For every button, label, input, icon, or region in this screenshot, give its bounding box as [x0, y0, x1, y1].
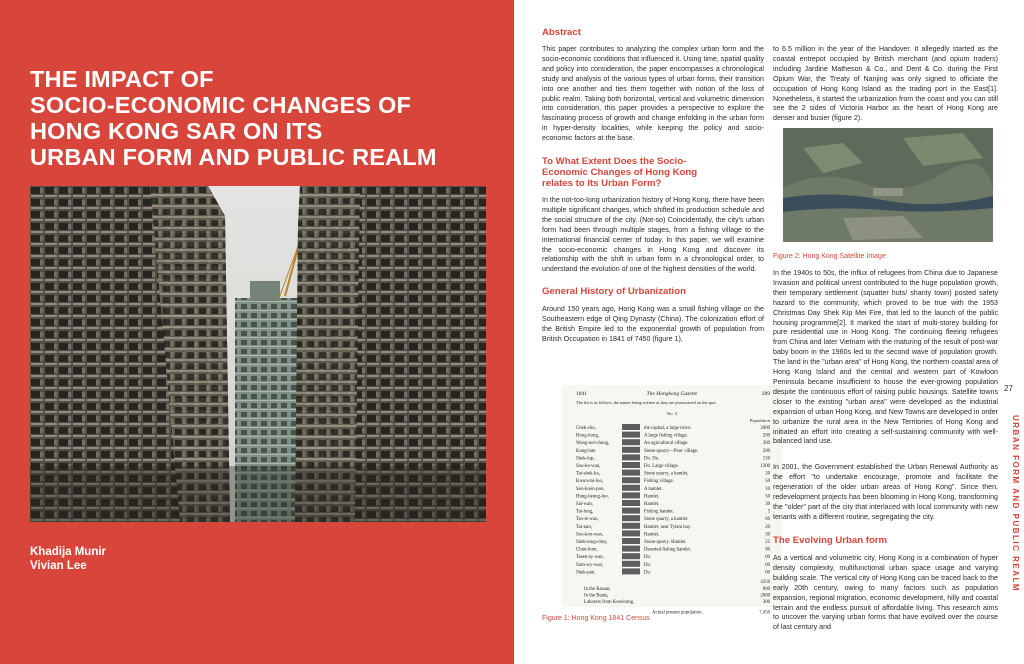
refugee-history-text: In the 1940s to 50s, the influx of refugees from China due to Japanese Invasion and political unrest contributed to the huge population growth, their temporary settlement (squatter huts/ shanty town) posted safety hazard to the community, which proved to be true with the 1953 Christmas Day Shek Kip Mei Fire, that led to the launch of the public housing programme[2]. It marked the start of multi-storey building for pure residential use in Hong Kong. The continuing fleeing refugees from China and later Vietnam with the maturing of the result of post-war baby boom in the 1960s led to the second wave of population growth. The land in the "urban area" of Hong Kong, the northern coastal area of Hong Kong Island and the central and western part of Kowloon Peninsula became insufficient to house the ever-growing population despite the continuous effort of raising public housings. Satellite towns closer to the existing "urban area" were developed as the industrial expansion of urban Hong Kong, and New Towns are developed in order to urbanize the rural area in the New Territories of Hong Kong and initiated an effort into creating a self-sustaining community with well-balanced land use. [773, 269, 998, 446]
census-row-population: 20 [765, 524, 770, 530]
title-line: SOCIO-ECONOMIC CHANGES OF [30, 92, 412, 118]
census-row-description: A large fishing village. [644, 433, 688, 439]
general-history-text: Around 150 years ago, Hong Kong was a small fishing village on the Southeastern edge of Qing Dynasty (China). The colonization effort of the British Empire led to the exponential growth of population from British Occupation in 1841 of 7450 (figure 1), [542, 305, 764, 343]
census-intro: The list is as follows, the names being written as they are pronounced on the spot. [576, 400, 717, 405]
chinese-characters-mark [622, 470, 640, 476]
figure-2-caption: Figure 2: Hong Kong Satellite Image [773, 253, 886, 260]
building-illustration [30, 186, 486, 522]
article-page [514, 0, 1024, 664]
census-row-name: Hong-kong, [576, 433, 600, 439]
chinese-characters-mark [622, 538, 640, 544]
census-row-description: Hamlet. [644, 494, 660, 500]
census-row-description: Hamlet, near Tytam bay. [644, 524, 692, 530]
chinese-characters-mark [622, 454, 640, 460]
census-row-description: Do. [644, 555, 652, 561]
census-row-population: 25 [765, 540, 770, 545]
census-row-name: Sum-wy-wan, [576, 562, 604, 568]
census-extra-name: In the Boats, [584, 593, 609, 599]
census-row-description: Fishing village. [644, 479, 674, 485]
census-row-name: Soo-ke-wan, [576, 464, 601, 469]
census-row-name: Tai-shek-ha, [576, 471, 600, 477]
title-line: THE IMPACT OF [30, 66, 214, 92]
census-row-description: A hamlet. [644, 486, 663, 492]
census-figure [562, 385, 782, 616]
satellite-map-graphic [783, 128, 993, 242]
census-row-population: 200 [762, 448, 770, 454]
census-row-description: Do. [644, 562, 652, 568]
cover-photo-apartment-blocks [30, 186, 486, 522]
census-row-name: Chun-hum, [576, 547, 598, 553]
census-row-description: Stone-quarry—Poor village. [644, 448, 699, 454]
census-row-description: Fishing hamlet. [644, 509, 674, 515]
census-row-population: 00 [765, 547, 770, 553]
census-extra-name: Laborers from Kowloong, [584, 600, 635, 605]
title-line: URBAN FORM AND PUBLIC REALM [30, 144, 437, 170]
chinese-characters-mark [622, 462, 640, 468]
chinese-characters-mark [622, 432, 640, 438]
census-row-description: Do. Large village. [644, 464, 679, 469]
census-page-number: 289 [761, 391, 770, 397]
census-row-population: 30 [765, 502, 770, 507]
chinese-characters-mark [622, 561, 640, 567]
chinese-characters-mark [622, 485, 640, 491]
census-extra-name: In the Bazaar, [584, 587, 611, 592]
satellite-image [783, 128, 993, 242]
census-row-population: 150 [762, 456, 770, 462]
census-row-name: Shek-lup, [576, 456, 595, 462]
census-row-name: Hung-heung-loo, [576, 494, 609, 500]
census-population-header: Population [749, 418, 770, 423]
census-row-population: 200 [762, 433, 770, 439]
chinese-characters-mark [622, 424, 640, 430]
general-history-heading: General History of Urbanization [542, 286, 686, 297]
census-row-description: Hamlet. [644, 532, 660, 538]
chinese-characters-mark [622, 508, 640, 514]
census-row-name: Shek-tong-chuy, [576, 540, 608, 545]
census-page-year: 1841 [576, 391, 587, 397]
chinese-characters-mark [622, 439, 640, 445]
extent-text: In the not-too-long urbanization history of Hong Kong, there have been multiple significant changes, which shifted its production schedule and the social structure of the city. (Not-so) Coincidentally, the city's urban form had been through multiple stages, from a fishing village to the international financial center of today. In this paper, we will examine the socio-economic changes in Hong Kong and discover its relationship with the shift in urban form in a chronological order, to understand the evolution of one of the highest densities of the world. [542, 196, 764, 274]
census-row-description: Do. [644, 570, 652, 576]
census-row-name: Tai-long, [576, 509, 594, 515]
census-row-description: Stone quarry, a hamlet, [644, 471, 689, 477]
census-row-name: Shek-pae, [576, 570, 596, 576]
census-row-description: Stone-quarry. Hamlet. [644, 540, 687, 545]
census-row-name: Wong-nei-chung, [576, 441, 610, 447]
chinese-characters-mark [622, 477, 640, 483]
chinese-characters-mark [622, 553, 640, 559]
chinese-characters-mark [622, 546, 640, 552]
chinese-characters-mark [622, 568, 640, 574]
figure-1-caption: Figure 1: Hong Kong 1841 Census [542, 615, 650, 622]
census-row-name: Soo-koon-poo, [576, 486, 605, 492]
census-row-description: An agricultural village. [644, 441, 689, 447]
title-line: HONG KONG SAR ON ITS [30, 118, 323, 144]
census-row-name: Sai-wan, [576, 502, 593, 507]
census-total-label: Actual present population. [652, 610, 703, 616]
census-row-description: Do. Do. [644, 456, 660, 462]
extent-heading: To What Extent Does the Socio-Economic Changes of Hong Kong relates to Its Urban Form? [542, 156, 698, 189]
census-row-description: Hamlet. [644, 502, 660, 507]
author-name: Vivian Lee [30, 560, 87, 572]
census-row-population: 10 [765, 486, 770, 492]
census-journal-title: The Hongkong Gazette [646, 391, 698, 397]
continued-text: to 6.5 million in the year of the Handover. It allegedly started as the coastal entrepot occupied by British merchant (and opium traders) including Jardine Matheson & Co., and Dent & Co. during the First Opium War, the Treaty of Nanjing was only signed to officiate the occupation of Hong Kong Island as the trading port in the East[1]. Nonetheless, it started the urbanization from the coast and you can still see the 2 sides of Victoria Harbor as the heart of Hong Kong are denser and busier (figure 2). [773, 45, 998, 123]
census-row-description: the capital, a large town. [644, 426, 692, 431]
census-row-description: Deserted fishing hamlet. [644, 547, 692, 553]
census-row-population: 50 [765, 479, 770, 485]
census-row-name: Soo-koo-wan, [576, 532, 604, 538]
census-row-population: 300 [762, 441, 770, 447]
census-row-name: Tai-tam, [576, 524, 593, 530]
chinese-characters-mark [622, 523, 640, 529]
running-section-title: URBAN FORM AND PUBLIC REALM [1011, 415, 1020, 593]
census-row-name: Tso-te-wan, [576, 517, 599, 523]
authors [30, 545, 106, 573]
evolving-text: As a vertical and volumetric city, Hong Kong is a combination of hyper density complexity, multifunctional urban space usage and varying building scale. The vertical city of Hong Kong can be traced back to the early 20th century, owing to many factors such as population expansion, regional migration, economic development, hilly and coastal terrain and the endless pursuit of affordable living. This research aims to uncover the varying urban forms that have evolved over the course of last century and [773, 554, 998, 632]
census-row-population: 5 [767, 509, 770, 515]
author-name: Khadija Munir [30, 546, 107, 558]
census-row-population: 60 [765, 517, 770, 523]
census-row-population: 30 [765, 532, 770, 538]
chinese-characters-mark [622, 515, 640, 521]
census-row-description: Stone quarry, a hamlet. [644, 517, 689, 523]
census-extra-population: 800 [762, 587, 770, 592]
abstract-heading: Abstract [542, 27, 581, 38]
census-table [562, 385, 782, 616]
article-title [30, 66, 500, 170]
page-number: 27 [1004, 384, 1013, 393]
chinese-characters-mark [622, 530, 640, 536]
census-extra-population: 2000 [760, 593, 770, 599]
census-row-population: 00 [765, 562, 770, 568]
census-total: 7,450 [759, 610, 770, 616]
chinese-characters-mark [622, 492, 640, 498]
evolving-heading: The Evolving Urban form [773, 535, 888, 546]
chinese-characters-mark [622, 447, 640, 453]
census-row-population: 1200 [760, 464, 770, 469]
chinese-characters-mark [622, 500, 640, 506]
census-row-population: 2000 [760, 426, 770, 431]
census-row-name: Tseen-sy-wan, [576, 555, 604, 561]
census-row-name: Kung-lam [576, 448, 596, 454]
urban-renewal-text: In 2001, the Government established the Urban Renewal Authority as the effort "to undertake encourage, promote and facilitate the regeneration of the older urban areas of Hong Kong". Since then, redevelopment projects has been blooming in Hong Kong, transforming the "older" part of the city that interlaced with local community with new tenants with a different routine, segregating the city. [773, 463, 998, 521]
census-table-number: No. 3 [666, 411, 678, 416]
census-row-population: 00 [765, 570, 770, 576]
census-row-name: Kwun-tai-loo, [576, 479, 604, 485]
census-row-population: 20 [765, 471, 770, 477]
census-row-population: 00 [765, 555, 770, 561]
census-subtotal: 4350 [760, 580, 770, 585]
census-extra-population: 300 [762, 600, 770, 605]
abstract-text: This paper contributes to analyzing the complex urban form and the socio-economic conditions that influenced it. Using time, spatial quality and policy into consideration, the paper encompasses a chronological study and analysis of the various types of urban forms, their transition into one another and ties them together with notion of the loss of public realm. Taking both horizontal, vertical and volumetric dimension into consideration, this paper provides a perspective to explore the fascinating process of growth and change enfolding in the urban form in hyper-density localities, while keeping the policy and socio-economic factors at the base. [542, 45, 764, 143]
census-row-name: Chek-chu, [576, 426, 596, 431]
census-row-population: 50 [765, 494, 770, 500]
